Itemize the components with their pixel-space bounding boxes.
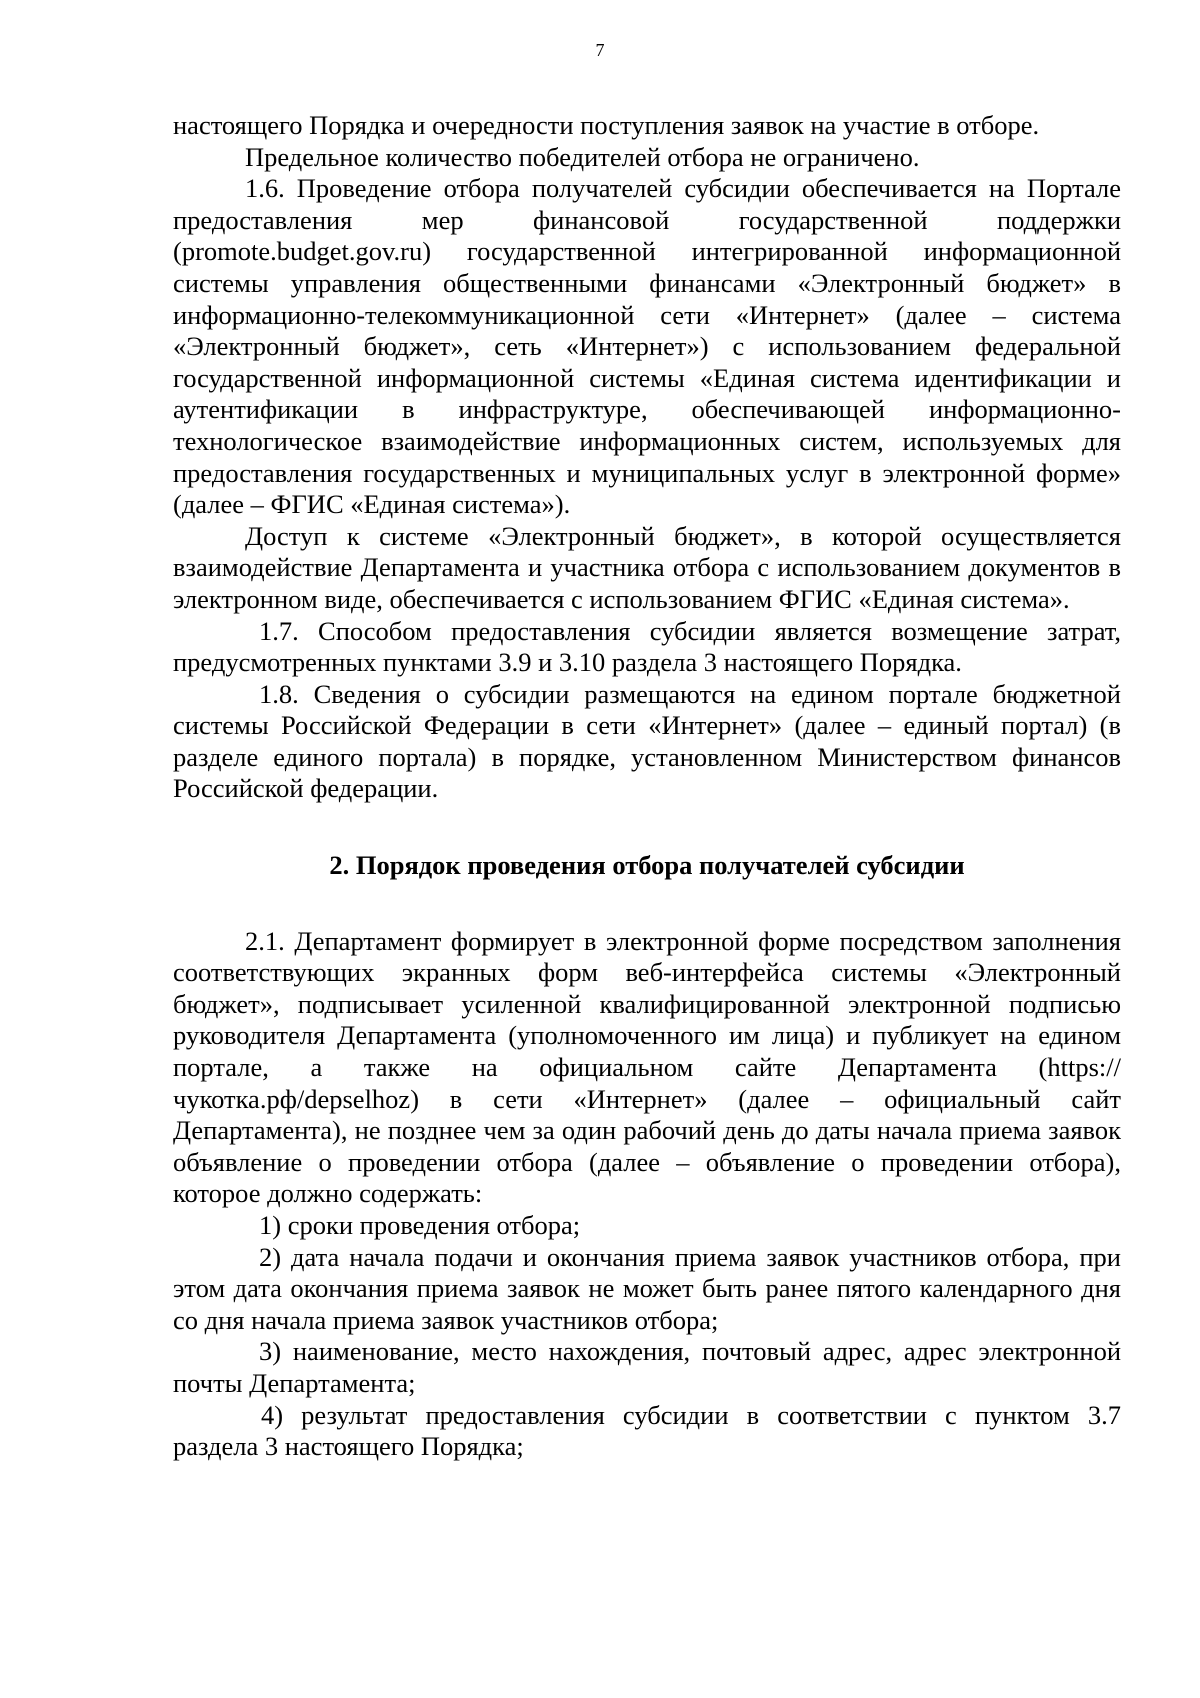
- list-item-3: 3) наименование, место нахождения, почтовый адрес, адрес электронной почты Департамента;: [173, 1336, 1121, 1398]
- paragraph-2: Предельное количество победителей отбора не ограничено.: [245, 141, 920, 172]
- list-item-1: 1) сроки проведения отбора;: [259, 1210, 581, 1240]
- paragraph-1-7: 1.7. Способом предоставления субсидии является возмещение затрат, предусмотренных пунктами 3.9 и 3.10 раздела 3 настоящего Порядка.: [173, 615, 1121, 678]
- list-item-2: 2) дата начала подачи и окончания приема заявок участников отбора, при этом дата окончания приема заявок не может быть ранее пятого календарного дня со дня начала приема заявок участников отбора;: [173, 1241, 1121, 1335]
- paragraph-1: настоящего Порядка и очередности поступления заявок на участие в отборе.: [173, 110, 1040, 140]
- section-heading: 2. Порядок проведения отбора получателей субсидии: [329, 850, 965, 881]
- document-body: [173, 110, 1121, 1463]
- page-number: 7: [595, 40, 605, 60]
- paragraph-access: Доступ к системе «Электронный бюджет», в которой осуществляется взаимодействие Департамента и участника отбора с использованием документов в электронном виде, обеспечивается с использованием ФГИС «Единая система».: [173, 520, 1121, 614]
- paragraph-1-8: 1.8. Сведения о субсидии размещаются на едином портале бюджетной системы Российской Федерации в сети «Интернет» (далее – единый портал) (в разделе единого портала) в порядке, установленном Министерством финансов Российской федерации.: [173, 678, 1121, 804]
- list-item-4: 4) результат предоставления субсидии в соответствии с пунктом 3.7 раздела 3 настоящего Порядка;: [173, 1399, 1121, 1462]
- paragraph-2-1: 2.1. Департамент формирует в электронной форме посредством заполнения соответствующих экранных форм веб-интерфейса системы «Электронный бюджет», подписывает усиленной квалифицированной электронной подписью руководителя Департамента (уполномоченного им лица) и публикует на едином портале, а также на официальном сайте Департамента (https://чукотка.рф/depselhoz) в сети «Интернет» (далее – официальный сайт Департамента), не позднее чем за один рабочий день до даты начала приема заявок объявление о проведении отбора (далее – объявление о проведении отбора), которое должно содержать:: [173, 925, 1121, 1209]
- paragraph-1-6: 1.6. Проведение отбора получателей субсидии обеспечивается на Портале предоставления мер финансовой государственной поддержки (promote.budget.gov.ru) государственной интегрированной информационной системы управления общественными финансами «Электронный бюджет» в информационно-телекоммуникационной сети «Интернет» (далее – система «Электронный бюджет», сеть «Интернет») с использованием федеральной государственной информационной системы «Единая система идентификации и аутентификации в инфраструктуре, обеспечивающей информационно-технологическое взаимодействие информационных систем, используемых для предоставления государственных и муниципальных услуг в электронной форме» (далее – ФГИС «Единая система»).: [173, 173, 1121, 520]
